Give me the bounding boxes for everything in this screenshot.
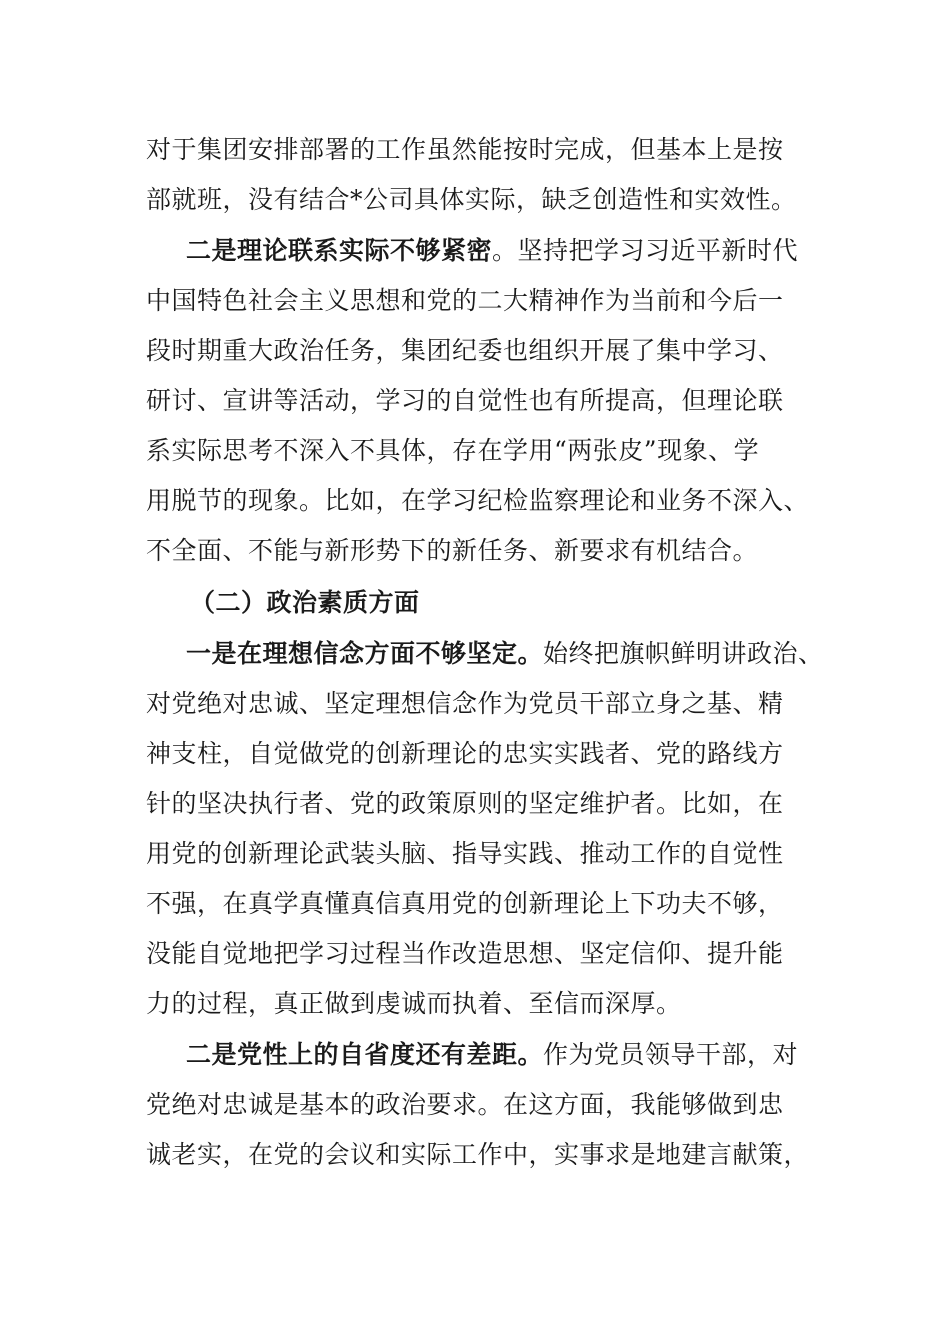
paragraph-line bbox=[186, 1035, 866, 1075]
line-text: 对党绝对忠诚、坚定理想信念作为党员干部立身之基、精 bbox=[146, 689, 784, 718]
line-text: 神支柱，自觉做党的创新理论的忠实实践者、党的路线方 bbox=[146, 739, 784, 768]
paragraph-line bbox=[146, 884, 826, 924]
line-text: 用党的创新理论武装头脑、指导实践、推动工作的自觉性 bbox=[146, 839, 784, 868]
paragraph-lead: 一是在理想信念方面不够坚定。 bbox=[186, 639, 544, 668]
section-heading bbox=[190, 583, 870, 623]
paragraph-line bbox=[186, 634, 866, 674]
paragraph-line bbox=[146, 1085, 826, 1125]
line-text: 部就班，没有结合*公司具体实际，缺乏创造性和实效性。 bbox=[146, 185, 797, 214]
line-text: 党绝对忠诚是基本的政治要求。在这方面，我能够做到忠 bbox=[146, 1090, 784, 1119]
paragraph-line bbox=[146, 784, 826, 824]
line-text: 针的坚决执行者、党的政策原则的坚定维护者。比如，在 bbox=[146, 789, 784, 818]
line-text: 作为党员领导干部，对 bbox=[543, 1040, 799, 1069]
line-text: 段时期重大政治任务，集团纪委也组织开展了集中学习、 bbox=[146, 336, 784, 365]
line-text: 不全面、不能与新形势下的新任务、新要求有机结合。 bbox=[146, 536, 759, 565]
paragraph-line bbox=[146, 531, 826, 571]
paragraph-lead: 二是理论联系实际不够紧密 bbox=[186, 236, 493, 265]
line-text: 用脱节的现象。比如，在学习纪检监察理论和业务不深入、 bbox=[146, 486, 810, 515]
paragraph-line bbox=[146, 281, 826, 321]
line-text: 力的过程，真正做到虔诚而执着、至信而深厚。 bbox=[146, 989, 682, 1018]
paragraph-line bbox=[146, 834, 826, 874]
line-text: 对于集团安排部署的工作虽然能按时完成，但基本上是按 bbox=[146, 135, 784, 164]
line-text: 没能自觉地把学习过程当作改造思想、坚定信仰、提升能 bbox=[146, 939, 784, 968]
paragraph-line bbox=[146, 684, 826, 724]
paragraph-line bbox=[146, 984, 826, 1024]
paragraph-line bbox=[146, 331, 826, 371]
paragraph-line bbox=[146, 934, 826, 974]
paragraph-line bbox=[146, 180, 826, 220]
line-text: 中国特色社会主义思想和党的二大精神作为当前和今后一 bbox=[146, 286, 784, 315]
line-text: 。坚持把学习习近平新时代 bbox=[492, 236, 799, 265]
paragraph-line bbox=[146, 481, 826, 521]
line-text: 始终把旗帜鲜明讲政治、 bbox=[543, 639, 824, 668]
section-heading-text: （二）政治素质方面 bbox=[190, 588, 420, 617]
paragraph-line bbox=[186, 231, 866, 271]
paragraph-line bbox=[146, 431, 826, 471]
line-text: 系实际思考不深入不具体，存在学用“两张皮”现象、学 bbox=[146, 436, 760, 465]
paragraph-lead: 二是党性上的自省度还有差距。 bbox=[186, 1040, 544, 1069]
line-text: 不强，在真学真懂真信真用党的创新理论上下功夫不够， bbox=[146, 889, 784, 918]
paragraph-line bbox=[146, 130, 826, 170]
line-text: 研讨、宣讲等活动，学习的自觉性也有所提高，但理论联 bbox=[146, 386, 784, 415]
paragraph-line bbox=[146, 381, 826, 421]
paragraph-line bbox=[146, 1135, 826, 1175]
line-text: 诚老实，在党的会议和实际工作中，实事求是地建言献策， bbox=[146, 1140, 810, 1169]
paragraph-line bbox=[146, 734, 826, 774]
